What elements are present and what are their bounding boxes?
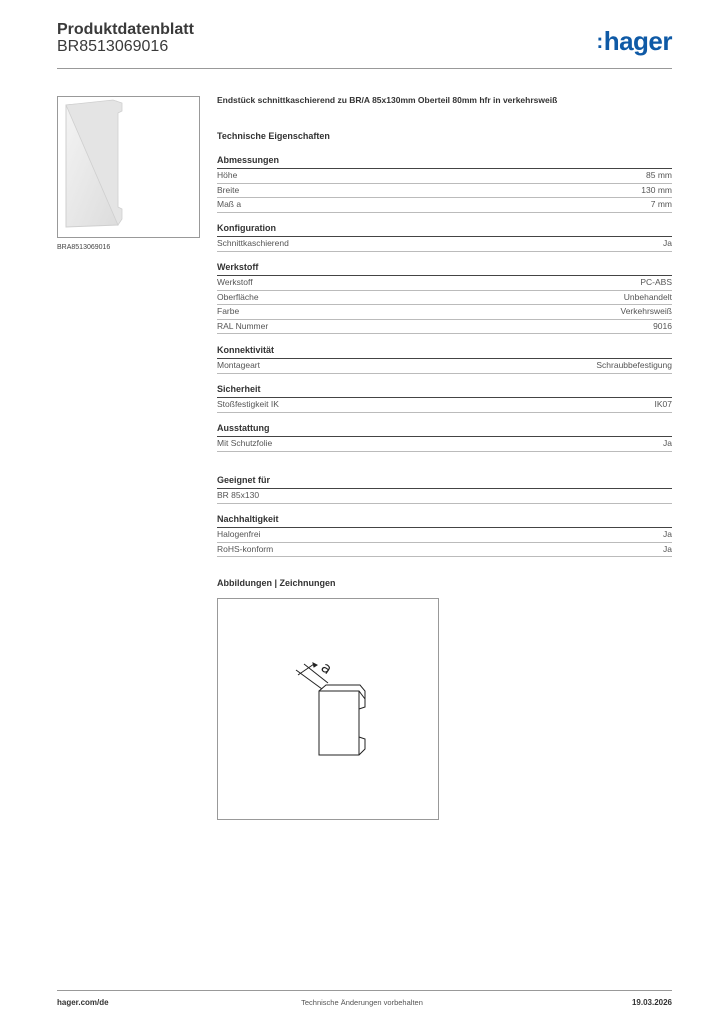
row-value: PC-ABS — [640, 277, 672, 287]
group-heading: Werkstoff — [217, 262, 672, 276]
row-label: Halogenfrei — [217, 529, 261, 539]
row-value: Ja — [663, 238, 672, 248]
footer-divider — [57, 990, 672, 991]
table-row — [217, 305, 672, 320]
row-label: Mit Schutzfolie — [217, 438, 273, 448]
table-row — [217, 437, 672, 452]
row-value: Schraubbefestigung — [596, 360, 672, 370]
row-value: 7 mm — [650, 199, 672, 209]
group-ausstattung — [217, 423, 672, 452]
row-value: 85 mm — [646, 170, 672, 180]
row-label: Montageart — [217, 360, 260, 370]
dimension-label: a — [317, 657, 336, 679]
row-label: Schnittkaschierend — [217, 238, 289, 248]
row-label: Höhe — [217, 170, 238, 180]
group-konfiguration — [217, 223, 672, 252]
group-werkstoff — [217, 262, 672, 334]
group-abmessungen — [217, 155, 672, 213]
row-label: Stoßfestigkeit IK — [217, 399, 279, 409]
row-label: RoHS-konform — [217, 543, 274, 554]
page-title: Produktdatenblatt — [57, 21, 194, 38]
row-label: Farbe — [217, 306, 240, 316]
footer-notice: Technische Änderungen vorbehalten — [301, 998, 423, 1007]
tech-heading: Technische Eigenschaften — [217, 131, 330, 141]
product-image-caption: BRA8513069016 — [57, 244, 111, 251]
product-image — [57, 96, 200, 238]
hager-logo — [597, 26, 672, 57]
article-number: BR8513069016 — [57, 38, 169, 55]
row-label: Breite — [217, 184, 240, 195]
row-label: Maß a — [217, 199, 242, 209]
table-row — [217, 320, 672, 335]
footer-website[interactable]: hager.com/de — [57, 998, 109, 1007]
logo-prefix: : — [596, 31, 603, 53]
group-heading: Abmessungen — [217, 155, 672, 169]
group-konnektivitaet — [217, 345, 672, 374]
row-value: 130 mm — [641, 184, 672, 195]
table-row — [217, 291, 672, 306]
row-value: Verkehrsweiß — [620, 306, 672, 316]
table-row — [217, 543, 672, 558]
table-row — [217, 184, 672, 199]
table-row — [217, 359, 672, 374]
table-row — [217, 198, 672, 213]
technical-drawing-svg — [218, 599, 438, 819]
row-label: RAL Nummer — [217, 320, 269, 331]
table-row — [217, 169, 672, 184]
group-heading: Nachhaltigkeit — [217, 514, 672, 528]
group-heading: Ausstattung — [217, 423, 672, 437]
row-value: Unbehandelt — [623, 291, 672, 302]
drawings-heading: Abbildungen | Zeichnungen — [217, 578, 336, 588]
row-label: Oberfläche — [217, 291, 259, 302]
group-geeignet-fuer — [217, 475, 672, 504]
row-value: Ja — [663, 529, 672, 539]
group-heading: Konnektivität — [217, 345, 672, 359]
group-heading: Geeignet für — [217, 475, 672, 489]
row-label: Werkstoff — [217, 277, 253, 287]
group-nachhaltigkeit — [217, 514, 672, 557]
logo-text: hager — [603, 26, 672, 56]
header-divider — [57, 68, 672, 69]
group-heading: Konfiguration — [217, 223, 672, 237]
row-value: Ja — [663, 543, 672, 554]
table-row — [217, 489, 672, 504]
table-row — [217, 237, 672, 252]
product-title: Endstück schnittkaschierend zu BR/A 85x130mm Oberteil 80mm hfr in verkehrsweiß — [217, 95, 558, 105]
table-row — [217, 528, 672, 543]
row-value: IK07 — [654, 399, 672, 409]
table-row — [217, 398, 672, 413]
group-sicherheit — [217, 384, 672, 413]
technical-drawing — [217, 598, 439, 820]
row-value: 9016 — [653, 320, 672, 331]
table-row — [217, 276, 672, 291]
group-heading: Sicherheit — [217, 384, 672, 398]
row-value: Ja — [663, 438, 672, 448]
row-label: BR 85x130 — [217, 490, 260, 500]
product-image-drawing — [58, 97, 199, 237]
footer-date: 19.03.2026 — [631, 998, 672, 1007]
